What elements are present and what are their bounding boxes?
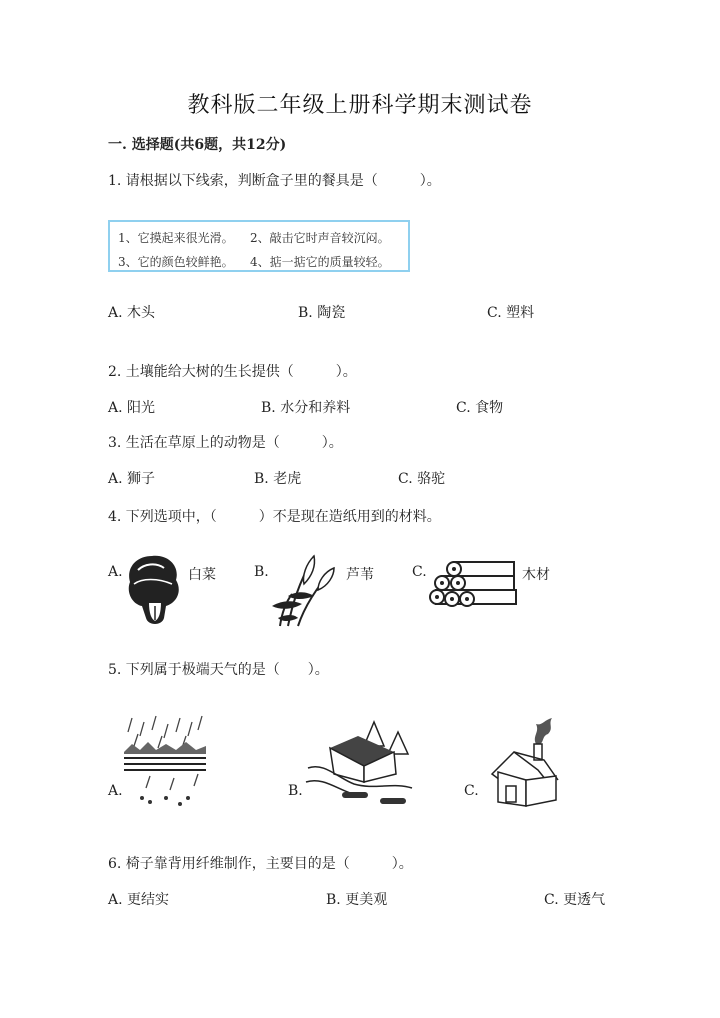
- question-5-stem: 5. 下列属于极端天气的是（ ）。: [108, 662, 329, 678]
- section-heading: 一. 选择题(共6题，共12分): [108, 137, 287, 153]
- question-6-stem: 6. 椅子靠背用纤维制作，主要目的是（ ）。: [108, 856, 413, 872]
- q1-option-a[interactable]: A. 木头: [108, 305, 156, 321]
- q4-option-a[interactable]: A.: [108, 564, 123, 580]
- question-4-stem: 4. 下列选项中，（ ）不是现在造纸用到的材料。: [108, 509, 441, 525]
- q3-option-b[interactable]: B. 老虎: [254, 471, 302, 487]
- clue-3: 3、它的颜色较鲜艳。: [118, 255, 234, 269]
- q2-option-a[interactable]: A. 阳光: [108, 400, 156, 416]
- q4-option-b[interactable]: B.: [254, 564, 269, 580]
- q1-option-c[interactable]: C. 塑料: [487, 305, 535, 321]
- heavy-rain-illustration: [122, 714, 208, 810]
- logs-illustration: [428, 558, 524, 616]
- q4-option-c[interactable]: C.: [412, 564, 427, 580]
- question-3-stem: 3. 生活在草原上的动物是（ ）。: [108, 435, 343, 451]
- house-illustration: [484, 714, 562, 810]
- clue-2: 2、敲击它时声音较沉闷。: [250, 231, 390, 245]
- q2-option-c[interactable]: C. 食物: [456, 400, 504, 416]
- question-2-stem: 2. 土壤能给大树的生长提供（ ）。: [108, 364, 357, 380]
- q3-option-a[interactable]: A. 狮子: [108, 471, 156, 487]
- snowstorm-illustration: [304, 718, 416, 814]
- page-title: 教科版二年级上册科学期末测试卷: [187, 93, 533, 118]
- question-1-stem: 1. 请根据以下线索，判断盒子里的餐具是（ ）。: [108, 173, 441, 189]
- q6-option-c[interactable]: C. 更透气: [544, 892, 606, 908]
- reed-illustration: [268, 550, 344, 630]
- q3-option-c[interactable]: C. 骆驼: [398, 471, 446, 487]
- q1-option-b[interactable]: B. 陶瓷: [298, 305, 346, 321]
- clue-1: 1、它摸起来很光滑。: [118, 231, 234, 245]
- q6-option-b[interactable]: B. 更美观: [326, 892, 388, 908]
- q5-option-b[interactable]: B.: [288, 783, 303, 799]
- q5-option-a[interactable]: A.: [108, 783, 123, 799]
- q6-option-a[interactable]: A. 更结实: [108, 892, 170, 908]
- q4-label-b: 芦苇: [346, 567, 374, 583]
- q4-label-c: 木材: [522, 567, 550, 583]
- clue-4: 4、掂一掂它的质量较轻。: [250, 255, 390, 269]
- q4-label-a: 白菜: [188, 567, 216, 583]
- q2-option-b[interactable]: B. 水分和养料: [261, 400, 351, 416]
- cabbage-illustration: [122, 552, 184, 630]
- q5-option-c[interactable]: C.: [464, 783, 479, 799]
